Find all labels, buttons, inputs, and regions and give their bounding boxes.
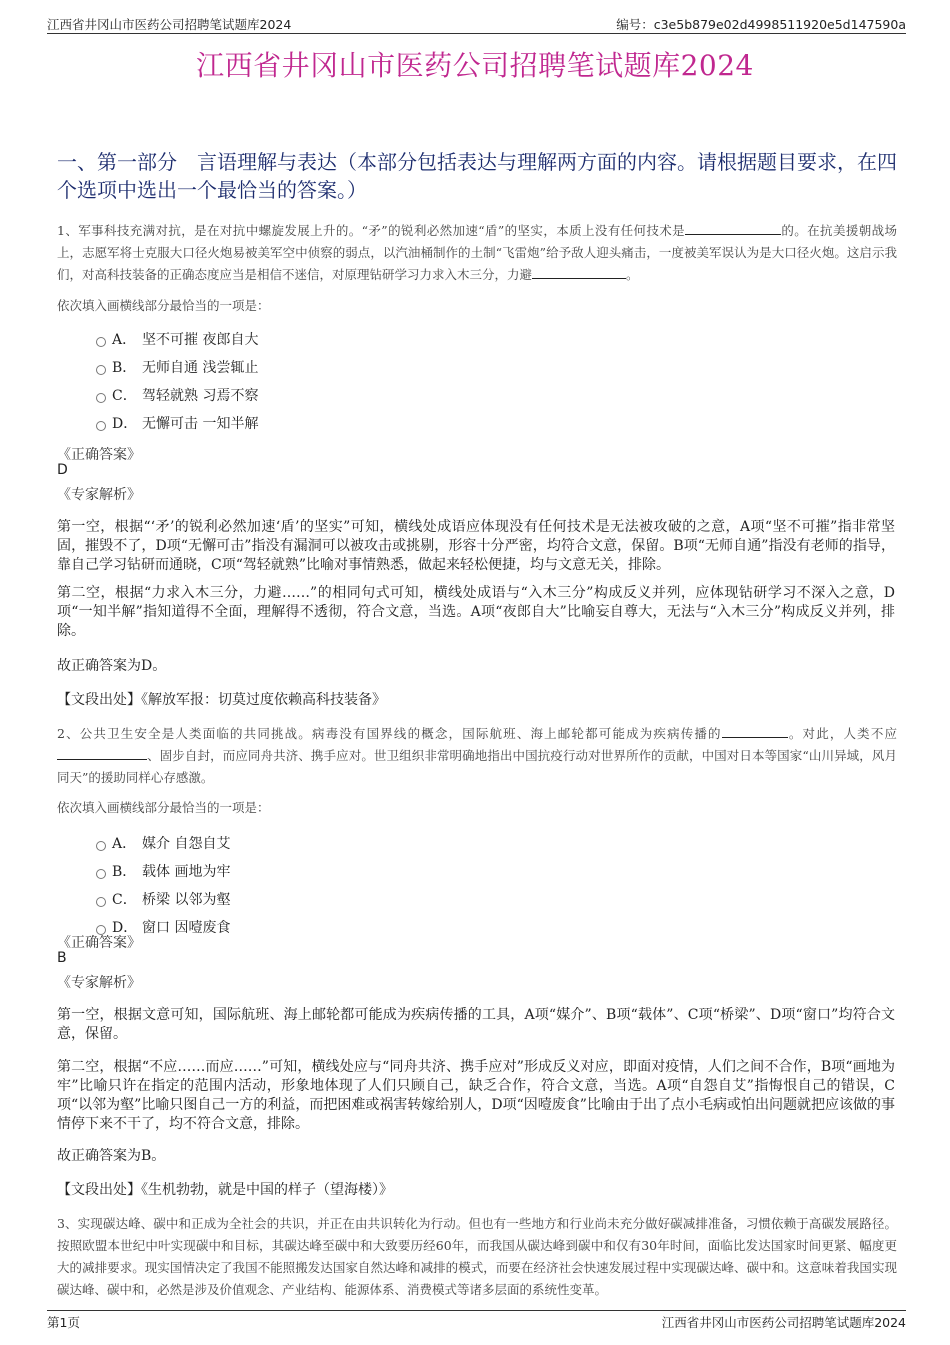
option-letter: C． xyxy=(112,892,137,908)
option-letter: C． xyxy=(112,388,137,404)
q2-analysis-1: 第一空，根据文意可知，国际航班、海上邮轮都可能成为疾病传播的工具，A项“媒介”、B项“载体”、C项“桥梁”、D项“窗口”均符合文意，保留。 xyxy=(57,1007,895,1042)
header-divider xyxy=(47,33,906,34)
question-2-text-c: 、固步自封，而应同舟共济、携手应对。世卫组织非常明确地指出中国抗疫行动对世界所作的贡献，中国对日本等国家“山川异域，风月同天”的援助同样心存感激。 xyxy=(57,748,897,785)
q2-analysis-label: 《专家解析》 xyxy=(57,975,141,991)
q1-analysis-2: 第二空，根据“力求入木三分，力避……”的相同句式可知，横线处成语与“入木三分”构成反义并列，应体现钻研学习不深入之意，D项“一知半解”指知道得不全面，理解得不透彻，符合文意，当选。A项“夜郎自大”比喻妄自尊大，无法与“入木三分”构成反义并列，排除。 xyxy=(57,585,895,639)
option-text: 窗口 因噎废食 xyxy=(142,920,231,936)
footer-page-number: 第1页 xyxy=(47,1315,80,1330)
q2-answer: B xyxy=(57,950,67,966)
q1-analysis-1: 第一空，根据“‘矛’的锐利必然加速‘盾’的坚实”可知，横线处成语应体现没有任何技术是无法被攻破的之意，A项“坚不可摧”指非常坚固，摧毁不了，D项“无懈可击”指没有漏洞可以被攻击或挑剔，形容十分严密，均符合文意，保留。B项“无师自通”指没有老师的指导，靠自己学习钻研而通晓，C项“驾轻就熟”比喻对事情熟悉，做起来轻松便捷，均与文意无关，排除。 xyxy=(57,519,895,573)
q1-answer-label: 《正确答案》 xyxy=(57,447,141,463)
q1-option-d[interactable] xyxy=(96,414,258,434)
blank-2 xyxy=(57,746,147,760)
question-1-text-a: 1、军事科技充满对抗，是在对抗中螺旋发展上升的。“矛”的锐利必然加速“盾”的坚实，本质上没有任何技术是 xyxy=(57,223,686,238)
footer-doc-title: 江西省井冈山市医药公司招聘笔试题库2024 xyxy=(661,1315,906,1330)
q1-analysis-label: 《专家解析》 xyxy=(57,487,141,503)
page-title: 江西省井冈山市医药公司招聘笔试题库2024 xyxy=(196,49,754,82)
question-2-stem xyxy=(57,723,897,789)
q2-analysis-2: 第二空，根据“不应……而应……”可知，横线处应与“同舟共济、携手应对”形成反义对应，即面对疫情，人们之间不合作，B项“画地为牢”比喻只许在指定的范围内活动，形象地体现了人们只顾自己，缺乏合作，符合文意，当选。A项“自怨自艾”指悔恨自己的错误，C项“以邻为壑”比喻只图自己一方的利益，而把困难或祸害转嫁给别人，D项“因噎废食”比喻由于出了点小毛病或怕出问题就把应该做的事情停下来不干了，均不符合文意，排除。 xyxy=(57,1059,895,1132)
blank-1 xyxy=(685,221,781,235)
q2-option-c[interactable] xyxy=(96,890,230,910)
q1-option-a[interactable] xyxy=(96,330,258,350)
option-letter: B． xyxy=(112,360,137,376)
option-text: 驾轻就熟 习焉不察 xyxy=(142,388,259,404)
header-doc-number: 编号：c3e5b879e02d4998511920e5d147590a xyxy=(616,17,906,32)
q2-option-b[interactable] xyxy=(96,862,230,882)
radio-icon[interactable] xyxy=(96,393,106,403)
question-2-text-a: 2、公共卫生安全是人类面临的共同挑战。病毒没有国界线的概念，国际航班、海上邮轮都可能成为疾病传播的 xyxy=(57,726,722,741)
blank-2 xyxy=(532,265,626,279)
q1-option-b[interactable] xyxy=(96,358,258,378)
radio-icon[interactable] xyxy=(96,421,106,431)
option-text: 桥梁 以邻为壑 xyxy=(142,892,231,908)
question-2-text-b: 。对此，人类不应 xyxy=(787,726,897,741)
option-text: 坚不可摧 夜郎自大 xyxy=(142,332,259,348)
option-text: 媒介 自怨自艾 xyxy=(142,836,231,852)
q2-conclusion: 故正确答案为B。 xyxy=(57,1148,166,1164)
section-heading: 一、第一部分 言语理解与表达（本部分包括表达与理解两方面的内容。请根据题目要求，在四个选项中选出一个最恰当的答案。） xyxy=(57,150,897,202)
radio-icon[interactable] xyxy=(96,897,106,907)
q1-conclusion: 故正确答案为D。 xyxy=(57,658,167,674)
radio-icon[interactable] xyxy=(96,337,106,347)
q1-answer: D xyxy=(57,462,68,478)
option-letter: D． xyxy=(112,416,138,432)
radio-icon[interactable] xyxy=(96,841,106,851)
radio-icon[interactable] xyxy=(96,869,106,879)
blank-1 xyxy=(722,724,788,738)
option-letter: A． xyxy=(112,332,137,348)
q2-answer-label: 《正确答案》 xyxy=(57,935,141,951)
q1-source: 【文段出处】《解放军报：切莫过度依赖高科技装备》 xyxy=(57,692,386,708)
option-text: 载体 画地为牢 xyxy=(142,864,231,880)
option-letter: D． xyxy=(112,920,138,936)
q2-source: 【文段出处】《生机勃勃，就是中国的样子（望海楼）》 xyxy=(57,1182,393,1198)
option-text: 无师自通 浅尝辄止 xyxy=(142,360,259,376)
question-1-stem xyxy=(57,220,897,286)
radio-icon[interactable] xyxy=(96,365,106,375)
q2-option-a[interactable] xyxy=(96,834,230,854)
q1-option-c[interactable] xyxy=(96,386,258,406)
question-1-text-b: 的。在抗美援朝战场上，志愿军将士克服大口径火炮易被美军空中侦察的弱点，以汽油桶制作的土制“飞雷炮”给予敌人迎头痛击，一度被美军误认为是大口径火炮。这启示我们，对高科技装备的正确态度应当是相信不迷信，对原理钻研学习力求入木三分，力避 xyxy=(57,223,897,282)
question-2-prompt: 依次填入画横线部分最恰当的一项是： xyxy=(57,800,270,815)
question-1-prompt: 依次填入画横线部分最恰当的一项是： xyxy=(57,298,270,313)
question-1-text-c: 。 xyxy=(626,267,639,282)
option-letter: B． xyxy=(112,864,137,880)
footer-divider xyxy=(47,1310,906,1311)
option-text: 无懈可击 一知半解 xyxy=(142,416,259,432)
option-letter: A． xyxy=(112,836,137,852)
header-doc-title: 江西省井冈山市医药公司招聘笔试题库2024 xyxy=(47,17,292,32)
question-3-stem: 3、实现碳达峰、碳中和正成为全社会的共识，并正在由共识转化为行动。但也有一些地方和行业尚未充分做好碳减排准备，习惯依赖于高碳发展路径。按照欧盟本世纪中叶实现碳中和目标，其碳达峰至碳中和大致要历经60年，而我国从碳达峰到碳中和仅有30年时间，面临比发达国家时间更紧、幅度更大的减排要求。现实国情决定了我国不能照搬发达国家自然达峰和减排的模式，而要在经济社会快速发展过程中实现碳达峰、碳中和。这意味着我国实现碳达峰、碳中和，必然是涉及价值观念、产业结构、能源体系、消费模式等诸多层面的系统性变革。 xyxy=(57,1216,897,1297)
